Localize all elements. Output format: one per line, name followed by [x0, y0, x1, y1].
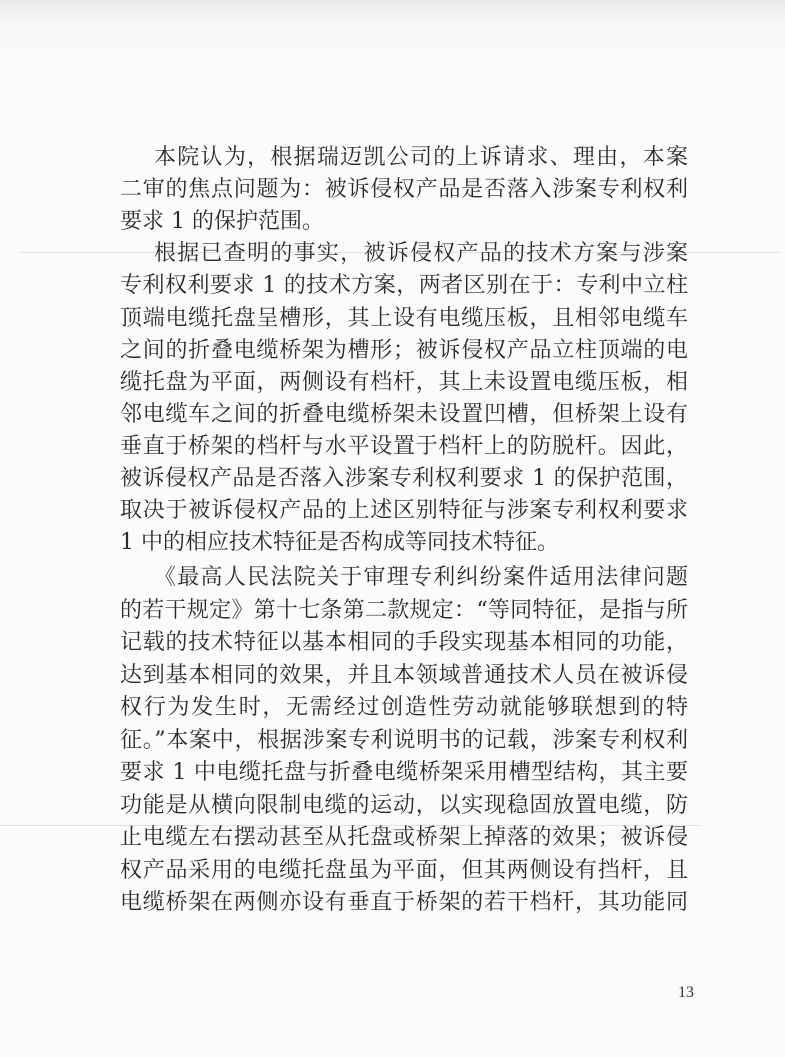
paragraph-2-line: 顶端电缆托盘呈槽形，其上设有电缆压板，且相邻电缆车 — [120, 305, 688, 331]
paragraph-2-line: 缆托盘为平面，两侧设有档杆，其上未设置电缆压板，相 — [120, 369, 688, 395]
paragraph-3-line: 记载的技术特征以基本相同的手段实现基本相同的功能， — [120, 630, 688, 655]
paragraph-2-line: 垂直于桥架的档杆与水平设置于档杆上的防脱杆。因此， — [120, 433, 688, 459]
paragraph-2-line: 1 中的相应技术特征是否构成等同技术特征。 — [120, 530, 559, 556]
paragraph-3-line: 要求 1 中电缆托盘与折叠电缆桥架采用槽型结构，其主要 — [120, 760, 688, 785]
paragraph-1-line: 要求 1 的保护范围。 — [120, 209, 324, 235]
paragraph-2-line: 之间的折叠电缆桥架为槽形；被诉侵权产品立柱顶端的电 — [120, 337, 688, 363]
paragraph-3-line: 《最高人民法院关于审理专利纠纷案件适用法律问题 — [154, 565, 688, 590]
paragraph-3-line: 电缆桥架在两侧亦设有垂直于桥架的若干档杆，其功能同 — [120, 890, 688, 915]
paragraph-3-line: 征。”本案中，根据涉案专利说明书的记载，涉案专利权利 — [120, 727, 688, 753]
paragraph-2-line: 邻电缆车之间的折叠电缆桥架未设置凹槽，但桥架上设有 — [120, 401, 688, 427]
paragraph-2-line: 取决于被诉侵权产品的上述区别特征与涉案专利权利要求 — [120, 498, 688, 524]
paragraph-3-line: 达到基本相同的效果，并且本领域普通技术人员在被诉侵 — [120, 662, 688, 688]
paragraph-1-line: 本院认为，根据瑞迈凯公司的上诉请求、理由，本案 — [154, 145, 688, 170]
paragraph-2-line: 被诉侵权产品是否落入涉案专利权利要求 1 的保护范围， — [120, 466, 688, 491]
paragraph-3-line: 功能是从横向限制电缆的运动，以实现稳固放置电缆，防 — [120, 792, 688, 818]
paragraph-2-line: 专利权利要求 1 的技术方案，两者区别在于：专利中立柱 — [120, 273, 688, 299]
scan-artifact-line — [20, 252, 780, 253]
paragraph-3-line: 权行为发生时，无需经过创造性劳动就能够联想到的特 — [120, 695, 688, 720]
paragraph-3-line: 的若干规定》第十七条第二款规定：“等同特征，是指与所 — [120, 597, 688, 623]
paragraph-2-line: 根据已查明的事实，被诉侵权产品的技术方案与涉案 — [154, 241, 688, 267]
paragraph-1-line: 二审的焦点问题为：被诉侵权产品是否落入涉案专利权利 — [120, 177, 688, 203]
paragraph-3-line: 权产品采用的电缆托盘虽为平面，但其两侧设有挡杆，且 — [120, 857, 688, 883]
scan-artifact-line — [0, 825, 700, 826]
paragraph-3-line: 止电缆左右摆动甚至从托盘或桥架上掉落的效果；被诉侵 — [120, 825, 688, 850]
page-number: 13 — [678, 984, 694, 1001]
